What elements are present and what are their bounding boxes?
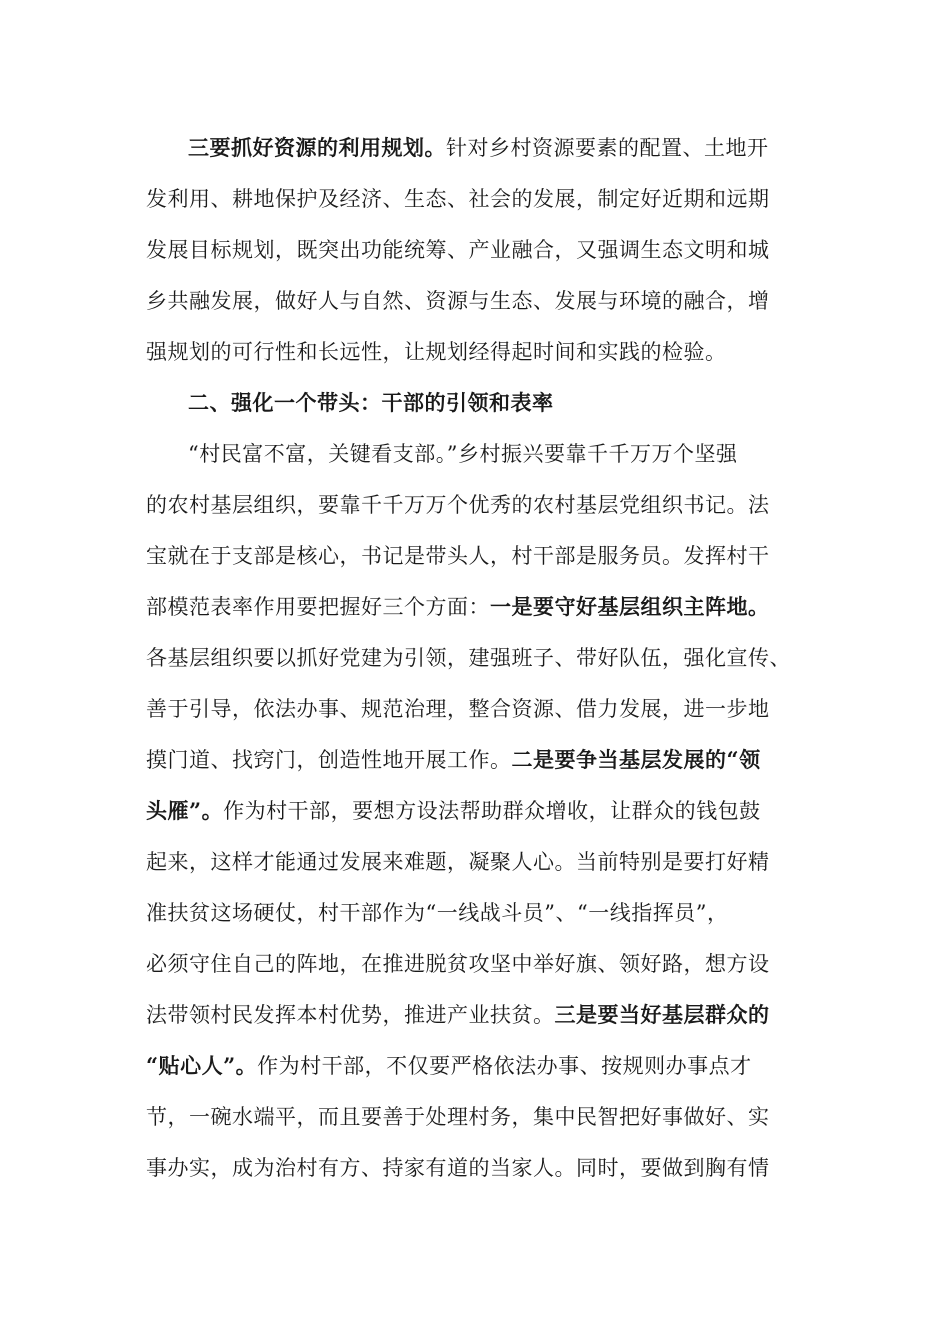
text-line [146,587,806,627]
bold-text-segment: 三是要当好基层群众的 [554,1002,770,1027]
bold-text-segment: 二、强化一个带头：干部的引领和表率 [188,390,554,415]
bold-text-segment: 三要抓好资源的利用规划。 [188,135,446,160]
text-segment: 作为村干部，要想方设法帮助群众增收，让群众的钱包鼓 [223,799,761,823]
text-line [146,485,806,525]
bold-text-segment: 一是要守好基层组织主阵地。 [490,594,770,619]
text-segment: 摸门道、找窍门，创造性地开展工作。 [146,748,512,772]
section-heading [188,383,848,423]
text-line [146,740,806,780]
text-line [146,179,806,219]
text-line [188,128,848,168]
text-line [146,332,806,372]
text-line [188,434,848,474]
text-segment: 节，一碗水端平，而且要善于处理村务，集中民智把好事做好、实 [146,1105,770,1129]
text-segment: 宝就在于支部是核心，书记是带头人，村干部是服务员。发挥村干 [146,544,770,568]
text-line [146,842,806,882]
text-line [146,689,806,729]
text-segment: 各基层组织要以抓好党建为引领，建强班子、带好队伍，强化宣传、 [146,646,791,670]
text-segment: 必须守住自己的阵地，在推进脱贫攻坚中举好旗、领好路，想方设 [146,952,770,976]
text-line [146,1148,806,1188]
text-segment: 发展目标规划，既突出功能统筹、产业融合，又强调生态文明和城 [146,238,770,262]
text-line [146,1097,806,1137]
text-segment: “村民富不富，关键看支部。”乡村振兴要靠千千万万个坚强 [188,442,738,466]
text-line [146,536,806,576]
bold-text-segment: 头雁”。 [146,798,224,823]
bold-text-segment: 二是要争当基层发展的“领 [511,747,761,772]
text-segment: 善于引导，依法办事、规范治理，整合资源、借力发展，进一步地 [146,697,770,721]
text-line [146,1046,806,1086]
text-segment: 准扶贫这场硬仗，村干部作为“一线战斗员”、“一线指挥员”， [146,901,729,925]
text-line [146,944,806,984]
text-line [146,995,806,1035]
text-line [146,281,806,321]
text-segment: 作为村干部，不仅要严格依法办事、按规则办事点才 [257,1054,752,1078]
text-line [146,893,806,933]
text-segment: 事办实，成为治村有方、持家有道的当家人。同时，要做到胸有情 [146,1156,770,1180]
text-segment: 乡共融发展，做好人与自然、资源与生态、发展与环境的融合，增 [146,289,770,313]
text-line [146,791,806,831]
text-line [146,638,806,678]
text-segment: 针对乡村资源要素的配置、土地开 [446,136,769,160]
text-segment: 的农村基层组织，要靠千千万万个优秀的农村基层党组织书记。法 [146,493,770,517]
text-segment: 强规划的可行性和长远性，让规划经得起时间和实践的检验。 [146,340,727,364]
text-line [146,230,806,270]
text-segment: 起来，这样才能通过发展来难题，凝聚人心。当前特别是要打好精 [146,850,770,874]
text-segment: 发利用、耕地保护及经济、生态、社会的发展，制定好近期和远期 [146,187,770,211]
text-segment: 部模范表率作用要把握好三个方面： [146,595,490,619]
bold-text-segment: “贴心人”。 [146,1053,258,1078]
text-segment: 法带领村民发挥本村优势，推进产业扶贫。 [146,1003,555,1027]
